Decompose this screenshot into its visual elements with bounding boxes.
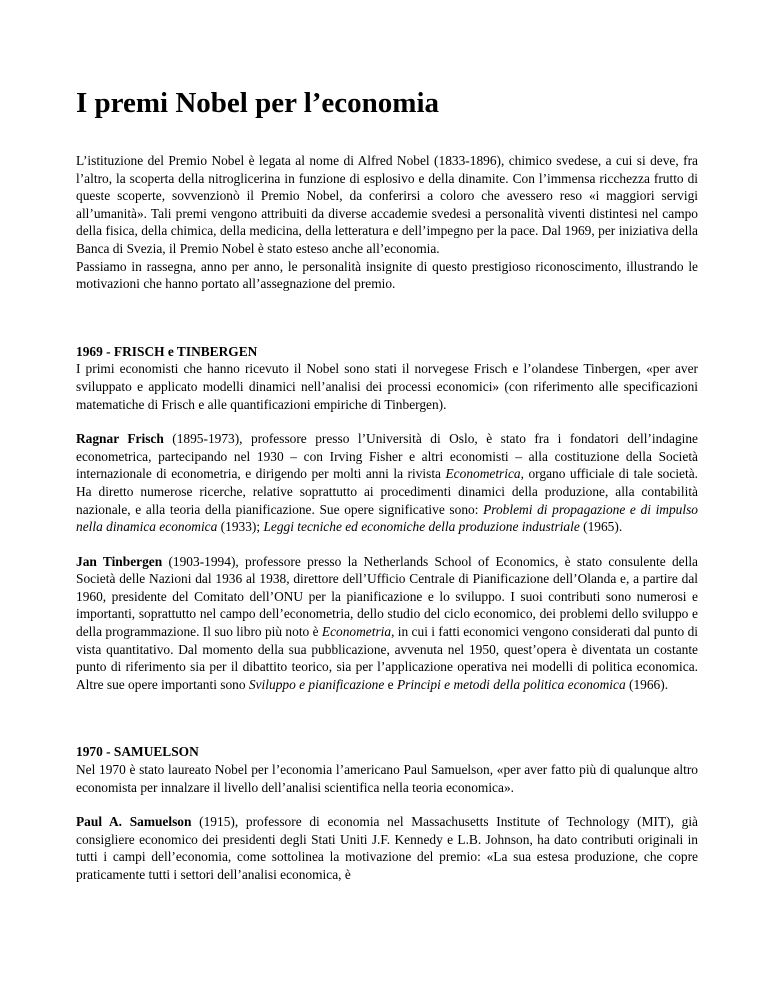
work-title: Principi e metodi della politica economica bbox=[396, 676, 626, 692]
intro-paragraph: L’istituzione del Premio Nobel è legata al nome di Alfred Nobel (1833-1896), chimico svedese, a cui si deve, fra l’altro, la scoperta della nitroglicerina in funzione di esplosivo e della dinamite. Con l’immensa ricchezza frutto di queste scoperte, sovvenzionò il Premio Nobel, da conferirsi a coloro che avessero reso «i maggiori servigi all’umanità». Tali premi vengono attribuiti da diverse accademie svedesi a personalità viventi distintesi nel campo della fisica, della chimica, della medicina, della letteratura e dell’impegno per la pace. Dal 1969, per iniziativa della Banca di Svezia, il Premio Nobel è stato esteso anche all’economia. bbox=[76, 153, 698, 256]
document-page bbox=[76, 86, 698, 884]
person-name: Paul A. Samuelson bbox=[76, 814, 192, 830]
work-title: Sviluppo e pianificazione bbox=[248, 676, 385, 692]
journal-title: Econometrica bbox=[445, 466, 521, 482]
section-summary-1969: I primi economisti che hanno ricevuto il Nobel sono stati il norvegese Frisch e l’olandese Tinbergen, «per aver sviluppato e applicato modelli dinamici nell’analisi dei processi economici» (con riferimento alle specificazioni matematiche di Frisch e alle quantificazioni empiriche di Tinbergen). bbox=[76, 361, 698, 412]
work-title: Econometria bbox=[321, 624, 392, 640]
page-title: I premi Nobel per l’economia bbox=[76, 87, 439, 119]
bio-tinbergen: Jan Tinbergen (1903-1994), professore presso la Netherlands School of Economics, è stato consulente della Società delle Nazioni dal 1936 al 1938, direttore dell’Ufficio Centrale di Pianificazione dell’Olanda e, a partire dal 1960, presidente del Comitato dell’ONU per la pianificazione e lo sviluppo. I suoi contributi sono numerosi e importanti, soprattutto nel campo dell’econometria, dello studio del ciclo economico, dei problemi dello sviluppo e della programmazione. Il suo libro più noto è Econometria, in cui i fatti economici vengono considerati dal punto di vista quantitativo. Dal momento della sua pubblicazione, avvenuta nel 1950, quest’opera è diventata un costante punto di riferimento sia per il dibattito teorico, sia per l’applicazione operativa nei modelli di politica economica. Altre sue opere importanti sono Sviluppo e pianificazione e Principi e metodi della politica economica (1966). bbox=[76, 553, 698, 692]
bio-samuelson: Paul A. Samuelson (1915), professore di economia nel Massachusetts Institute of Technology (MIT), già consigliere economico dei presidenti degli Stati Uniti J.F. Kennedy e L.B. Johnson, ha dato contributi originali in tutti i campi dell’economia, come sottolinea la motivazione del premio: «La sua estesa produzione, che copre praticamente tutti i settori dell’analisi economica, è bbox=[76, 814, 699, 882]
section-summary-1970: Nel 1970 è stato laureato Nobel per l’economia l’americano Paul Samuelson, «per aver fatto più di qualunque altro economista per innalzare il livello dell’analisi scientifica nella teoria economica». bbox=[76, 762, 698, 795]
person-name: Jan Tinbergen bbox=[76, 553, 163, 569]
work-title: Leggi tecniche ed economiche della produzione industriale bbox=[263, 519, 580, 535]
work-title: Problemi di propagazione e di impulso nella dinamica economica bbox=[76, 501, 698, 535]
intro-paragraph: Passiamo in rassegna, anno per anno, le personalità insignite di questo prestigioso riconoscimento, illustrando le motivazioni che hanno portato all’assegnazione del premio. bbox=[76, 258, 698, 292]
bio-frisch: Ragnar Frisch (1895-1973), professore presso l’Università di Oslo, è stato fra i fondatori dell’indagine econometrica, partecipando nel 1930 – con Irving Fisher e altri economisti – alla costituzione della Società internazionale di econometria, e dirigendo per molti anni la rivista Econometrica, organo ufficiale di tale società. Ha diretto numerose ricerche, relative soprattutto ai procedimenti dinamici della produzione, alla contabilità nazionale, e alla teoria della pianificazione. Sue opere significative sono: Problemi di propagazione e di impulso nella dinamica economica (1933); Leggi tecniche ed economiche della produzione industriale (1965). bbox=[76, 431, 698, 535]
section-heading-1969: 1969 - FRISCH e TINBERGEN bbox=[76, 343, 258, 359]
person-name: Ragnar Frisch bbox=[76, 431, 164, 447]
section-heading-1970: 1970 - SAMUELSON bbox=[76, 744, 199, 760]
